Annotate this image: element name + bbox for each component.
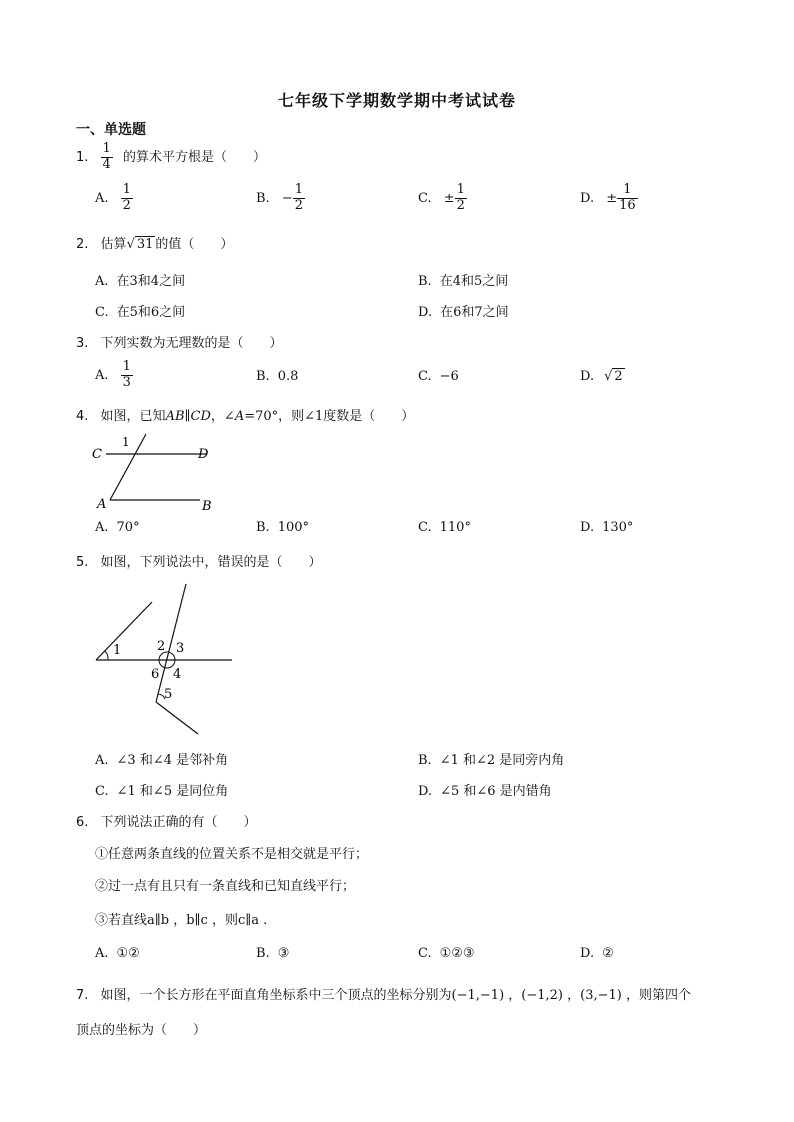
question-5 <box>76 551 322 570</box>
question-number: 3. <box>76 336 89 351</box>
q6-option-a[interactable]: A. ①② <box>95 946 140 961</box>
q6-option-b[interactable]: B. ③ <box>256 946 290 961</box>
label-a: A <box>97 497 107 512</box>
lower-ray <box>156 702 198 734</box>
q4-option-d[interactable]: D. 130° <box>580 520 634 535</box>
q1-option-a[interactable] <box>95 183 133 214</box>
section-heading: 一、单选题 <box>76 122 146 138</box>
q5-option-d[interactable]: D. ∠5 和∠6 是内错角 <box>418 784 552 799</box>
statement-2: ②过一点有且只有一条直线和已知直线平行； <box>95 879 356 894</box>
question-number: 5. <box>76 555 89 570</box>
left-ray <box>96 602 152 660</box>
question-number: 6. <box>76 815 89 830</box>
question-1 <box>76 142 266 173</box>
fraction: $\frac{1}{2}$ <box>456 182 465 213</box>
q1-option-d[interactable] <box>580 183 638 214</box>
fraction <box>101 142 113 173</box>
question-number: 1. <box>76 149 89 165</box>
option-label: A. <box>95 190 109 206</box>
label-d: D <box>198 447 209 462</box>
q6-option-d[interactable]: D. ② <box>580 946 614 961</box>
q5-option-a[interactable]: A. ∠3 和∠4 是邻补角 <box>95 753 229 768</box>
q2-option-b[interactable]: B. 在4和5之间 <box>418 274 509 289</box>
angle-label-3: 3 <box>176 641 185 656</box>
parallel-lines-figure <box>88 430 228 514</box>
question-text: 下列说法正确的有（ ） <box>100 815 257 830</box>
q4-option-a[interactable]: A. 70° <box>95 520 140 535</box>
q4-option-c[interactable]: C. 110° <box>418 520 471 535</box>
statement-1: ①任意两条直线的位置关系不是相交就是平行； <box>95 847 369 862</box>
statement-3: ③若直线a∥b ，b∥c ，则c∥a . <box>95 913 268 928</box>
fraction: $\frac{1}{3}$ <box>122 359 131 390</box>
question-text: 如图，下列说法中，错误的是（ ） <box>100 555 322 570</box>
fraction: $\frac{1}{2}$ <box>122 182 131 213</box>
sign: ± <box>606 190 618 206</box>
q3-option-c[interactable]: C. −6 <box>418 369 459 384</box>
question-number: 4. <box>76 409 89 424</box>
sqrt-expression: √ 2 <box>604 369 623 384</box>
question-2 <box>76 233 233 252</box>
question-text: 的算术平方根是（ ） <box>122 149 266 165</box>
q4-option-b[interactable]: B. 100° <box>256 520 310 535</box>
q1-option-b[interactable] <box>256 183 305 214</box>
angle-label-1: 1 <box>122 435 130 449</box>
angle-label-1: 1 <box>113 643 122 658</box>
question-4: 4. 如图，已知AB∥CD，∠A=70°，则∠1度数是（ ） <box>76 409 415 424</box>
q3-option-a[interactable]: A. $\frac{1}{3}$ <box>95 359 131 390</box>
angle-label-5: 5 <box>164 687 173 702</box>
question-text: 下列实数为无理数的是（ ） <box>100 336 283 351</box>
q6-option-c[interactable]: C. ①②③ <box>418 946 475 961</box>
sign: ± <box>443 190 455 206</box>
question-text: 的值（ ） <box>155 237 234 252</box>
question-text: 如图，一个长方形在平面直角坐标系中三个顶点的坐标分别为(−1,−1) ，(−1,2) ，(3,−1) ，则第四个 <box>100 988 691 1003</box>
question-7 <box>76 984 691 1003</box>
label-c: C <box>92 447 102 462</box>
q1-option-c[interactable] <box>418 183 467 214</box>
numerator: 1 <box>102 141 111 156</box>
q5-option-c[interactable]: C. ∠1 和∠5 是同位角 <box>95 784 229 799</box>
q3-option-d[interactable]: D. √ 2 <box>580 369 623 384</box>
sign: − <box>281 190 293 206</box>
q2-option-a[interactable]: A. 在3和4之间 <box>95 274 186 289</box>
fraction: $\frac{1}{16}$ <box>619 182 636 213</box>
page-title: 七年级下学期数学期中考试试卷 <box>277 91 516 110</box>
sqrt-expression: √ 31 <box>126 237 154 252</box>
angle-label-6: 6 <box>151 667 160 682</box>
angle-label-4: 4 <box>173 667 182 682</box>
question-7-continued: 顶点的坐标为（ ） <box>76 1023 207 1038</box>
label-b: B <box>202 499 212 514</box>
angle-arc-1 <box>105 651 108 660</box>
q2-option-c[interactable]: C. 在5和6之间 <box>95 305 186 320</box>
question-number: 7. <box>76 988 89 1003</box>
question-3 <box>76 332 283 351</box>
q5-option-b[interactable]: B. ∠1 和∠2 是同旁内角 <box>418 753 565 768</box>
angle-label-2: 2 <box>157 639 166 654</box>
fraction: $\frac{1}{2}$ <box>294 182 304 213</box>
option-label: D. <box>580 190 595 206</box>
option-label: C. <box>418 190 432 206</box>
q3-option-b[interactable]: B. 0.8 <box>256 369 299 384</box>
question-text: 估算 <box>100 237 127 252</box>
question-number: 2. <box>76 237 89 252</box>
option-label: B. <box>256 190 270 206</box>
question-6 <box>76 811 257 830</box>
denominator: 4 <box>102 156 111 172</box>
q2-option-d[interactable]: D. 在6和7之间 <box>418 305 509 320</box>
angles-figure <box>90 578 240 738</box>
